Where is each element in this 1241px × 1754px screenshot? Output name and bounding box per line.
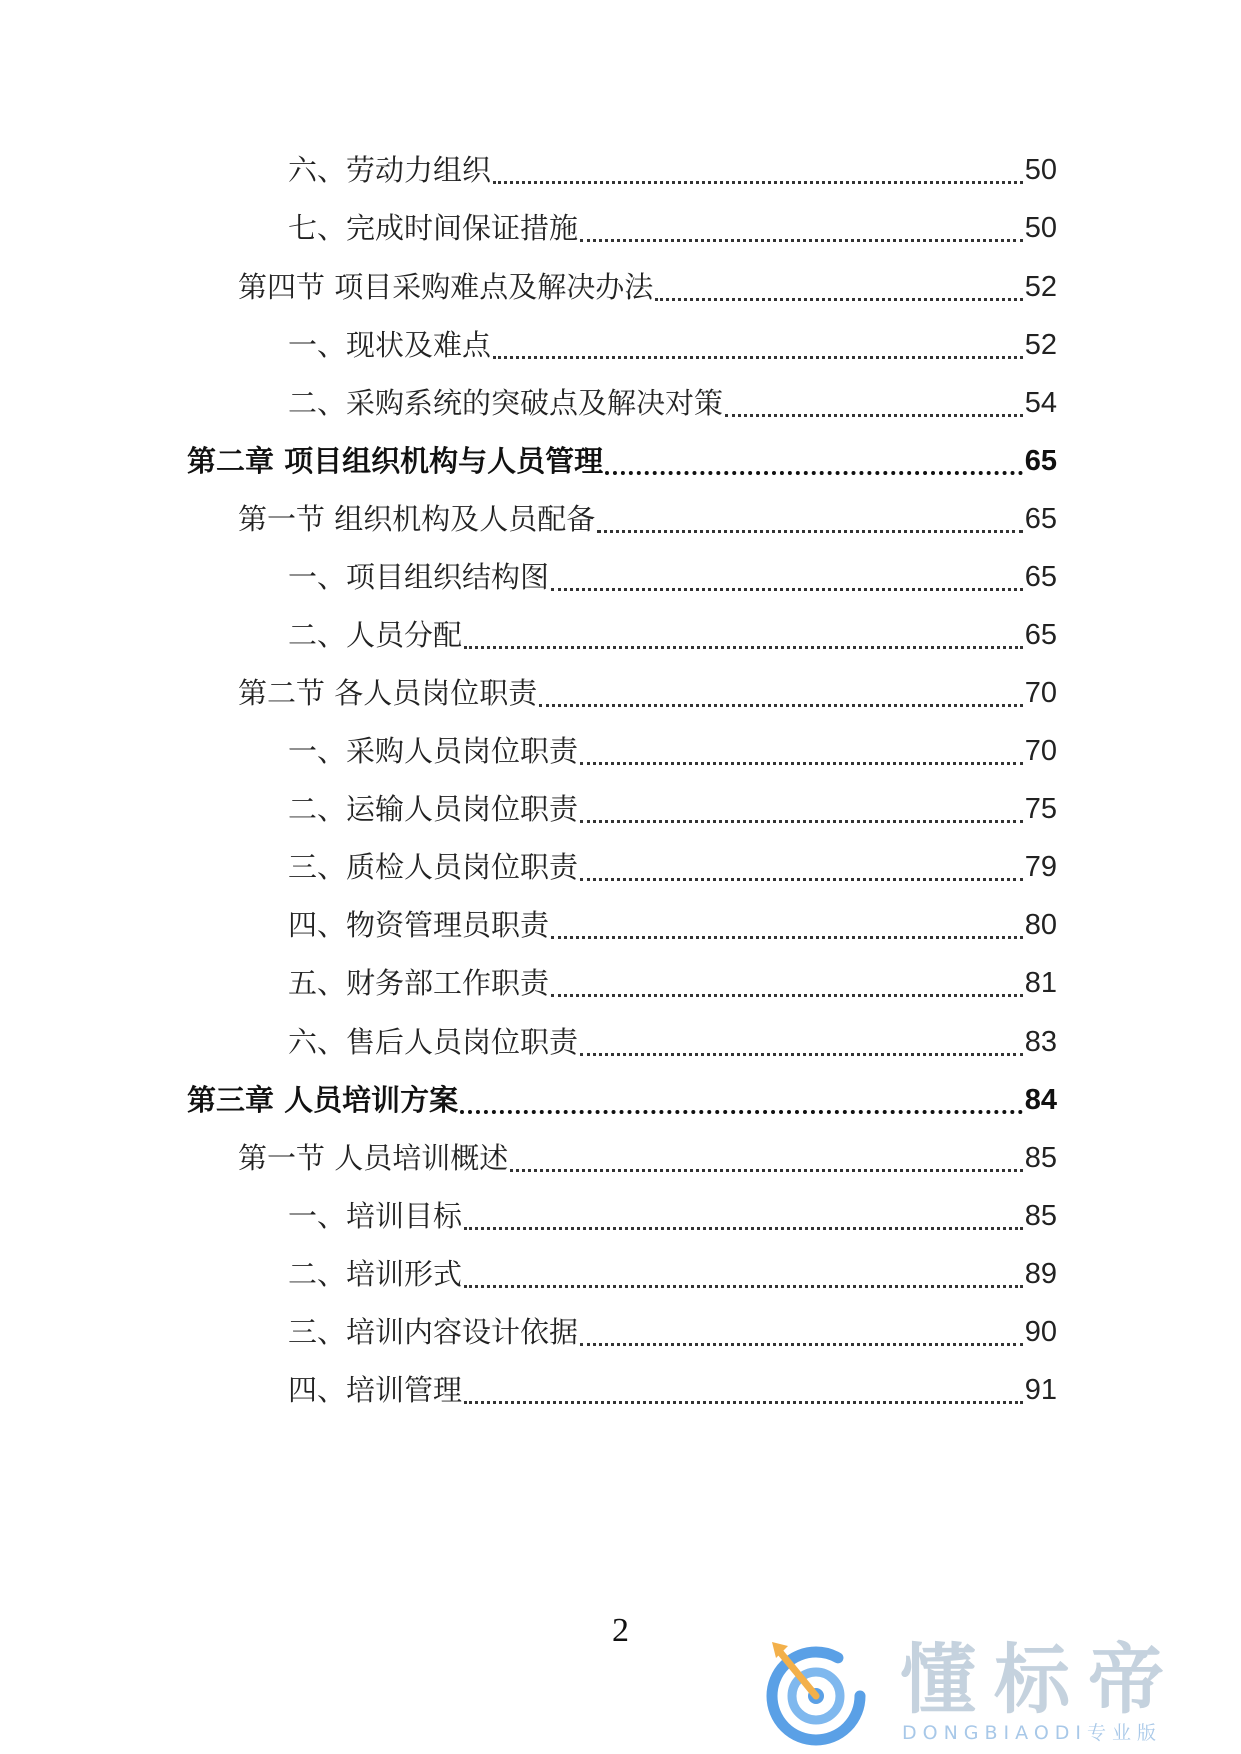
toc-entry-title: 二、人员分配 (288, 618, 463, 652)
toc-entry-page: 50 (1024, 212, 1057, 244)
toc-dot-leader (605, 438, 1023, 484)
toc-entry-title: 第二节 各人员岗位职责 (238, 676, 538, 710)
toc-entry-page: 65 (1024, 619, 1057, 651)
toc-dot-leader (464, 1367, 1023, 1413)
toc-entry-title: 一、培训目标 (288, 1199, 463, 1233)
toc-entry-page: 81 (1024, 967, 1057, 999)
toc-entry-title: 三、培训内容设计依据 (288, 1315, 579, 1349)
toc-entry-page: 89 (1024, 1258, 1057, 1290)
toc-entry-page: 83 (1024, 1026, 1057, 1058)
toc-entry[interactable] (238, 670, 1057, 716)
toc-entry-title: 二、培训形式 (288, 1257, 463, 1291)
toc-entry[interactable] (288, 786, 1057, 832)
toc-entry-title: 六、劳动力组织 (288, 153, 492, 187)
toc-entry-title: 四、培训管理 (288, 1373, 463, 1407)
toc-entry-page: 79 (1024, 851, 1057, 883)
toc-entry-page: 90 (1024, 1316, 1057, 1348)
toc-entry[interactable] (238, 496, 1057, 542)
toc-entry-title: 第一节 组织机构及人员配备 (238, 502, 596, 536)
toc-entry[interactable] (288, 728, 1057, 774)
toc-dot-leader (551, 960, 1023, 1006)
toc-entry[interactable] (288, 960, 1057, 1006)
toc-entry-title: 第一节 人员培训概述 (238, 1141, 509, 1175)
toc-entry[interactable] (288, 554, 1057, 600)
toc-entry-title: 第四节 项目采购难点及解决办法 (238, 270, 654, 304)
page-number: 2 (612, 1612, 629, 1649)
toc-entry-title: 三、质检人员岗位职责 (288, 850, 579, 884)
toc-entry[interactable] (288, 380, 1057, 426)
toc-dot-leader (655, 264, 1023, 310)
toc-entry[interactable] (288, 205, 1057, 251)
toc-entry-page: 80 (1024, 909, 1057, 941)
watermark-logo (752, 1636, 1222, 1748)
toc-entry-page: 54 (1024, 387, 1057, 419)
toc-dot-leader (580, 844, 1023, 890)
toc-entry-title: 一、采购人员岗位职责 (288, 734, 579, 768)
toc-entry-chapter[interactable] (187, 1077, 1057, 1123)
toc-entry-page: 65 (1024, 503, 1057, 535)
toc-dot-leader (510, 1135, 1023, 1181)
toc-dot-leader (580, 1309, 1023, 1355)
toc-entry[interactable] (238, 1135, 1057, 1181)
toc-entry-page: 52 (1024, 329, 1057, 361)
toc-entry-chapter[interactable] (187, 438, 1057, 484)
toc-dot-leader (464, 1193, 1023, 1239)
toc-entry-page: 50 (1024, 154, 1057, 186)
toc-entry[interactable] (288, 1019, 1057, 1065)
toc-dot-leader (580, 786, 1023, 832)
toc-entry-page: 84 (1024, 1084, 1057, 1116)
toc-entry-title: 四、物资管理员职责 (288, 908, 550, 942)
toc-entry[interactable] (288, 322, 1057, 368)
toc-entry-title: 第二章 项目组织机构与人员管理 (187, 444, 604, 478)
toc-entry[interactable] (288, 1193, 1057, 1239)
toc-dot-leader (597, 496, 1023, 542)
toc-entry[interactable] (288, 1367, 1057, 1413)
toc-entry-page: 70 (1024, 735, 1057, 767)
toc-dot-leader (551, 902, 1023, 948)
toc-entry-page: 85 (1024, 1142, 1057, 1174)
toc-entry-title: 六、售后人员岗位职责 (288, 1025, 579, 1059)
toc-dot-leader (493, 322, 1023, 368)
toc-entry[interactable] (288, 1309, 1057, 1355)
toc-entry[interactable] (288, 147, 1057, 193)
toc-entry-page: 70 (1024, 677, 1057, 709)
watermark-subtitle: DONGBIAODI专业版 (902, 1722, 1163, 1744)
toc-entry-page: 75 (1024, 793, 1057, 825)
toc-entry-title: 二、运输人员岗位职责 (288, 792, 579, 826)
toc-entry[interactable] (288, 1251, 1057, 1297)
toc-entry[interactable] (288, 902, 1057, 948)
toc-entry-page: 85 (1024, 1200, 1057, 1232)
toc-entry[interactable] (288, 612, 1057, 658)
toc-entry[interactable] (238, 264, 1057, 310)
toc-entry-page: 65 (1024, 561, 1057, 593)
toc-entry-title: 五、财务部工作职责 (288, 966, 550, 1000)
toc-dot-leader (493, 147, 1023, 193)
toc-entry-title: 第三章 人员培训方案 (187, 1083, 459, 1117)
toc-entry-title: 一、项目组织结构图 (288, 560, 550, 594)
toc-entry-title: 二、采购系统的突破点及解决对策 (288, 386, 724, 420)
toc-dot-leader (460, 1077, 1023, 1123)
toc-entry[interactable] (288, 844, 1057, 890)
toc-dot-leader (464, 612, 1023, 658)
toc-entry-page: 91 (1024, 1374, 1057, 1406)
toc-entry-page: 65 (1024, 445, 1057, 477)
toc-dot-leader (580, 1019, 1023, 1065)
toc-entry-title: 七、完成时间保证措施 (288, 211, 579, 245)
toc-entry-page: 52 (1024, 271, 1057, 303)
toc-dot-leader (725, 380, 1023, 426)
toc-dot-leader (580, 728, 1023, 774)
toc-dot-leader (464, 1251, 1023, 1297)
toc-dot-leader (551, 554, 1023, 600)
target-arrow-logo-icon (752, 1636, 892, 1748)
toc-dot-leader (580, 205, 1023, 251)
toc-entry-title: 一、现状及难点 (288, 328, 492, 362)
watermark-brand-name: 懂标帝 (900, 1635, 1182, 1724)
toc-dot-leader (539, 670, 1023, 716)
